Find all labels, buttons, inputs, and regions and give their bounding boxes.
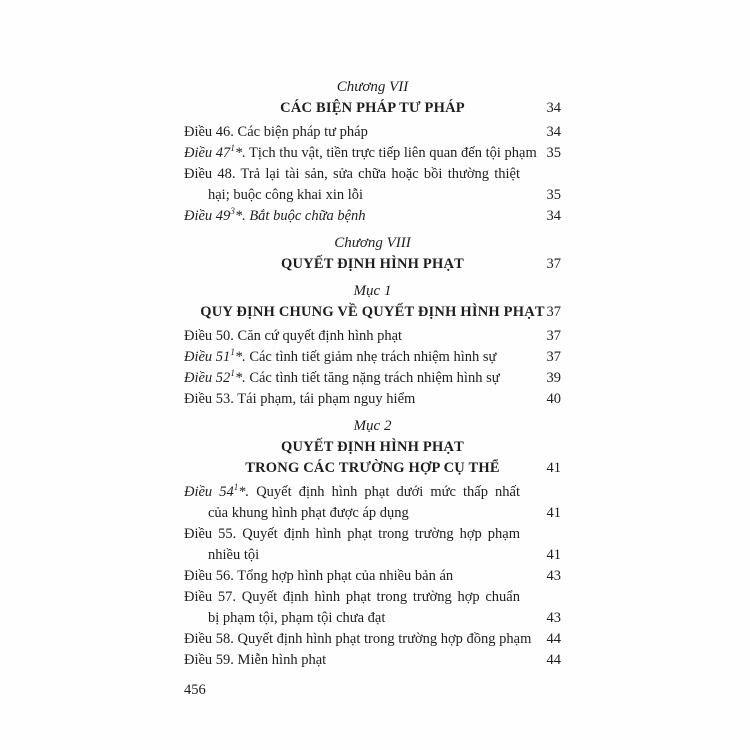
toc-chapter-label (184, 233, 561, 254)
toc-entry (184, 524, 561, 545)
toc-entry (184, 326, 561, 347)
toc-chapter-label (184, 281, 561, 302)
toc-row-text: Chương VII (336, 79, 409, 95)
toc-page-number: 44 (546, 631, 561, 647)
toc-page-number: 34 (546, 100, 561, 116)
toc-row-text: QUYẾT ĐỊNH HÌNH PHẠT (281, 256, 464, 272)
toc-row-text: TRONG CÁC TRƯỜNG HỢP CỤ THỂ (245, 460, 500, 476)
toc-row-text: nhiều tội (208, 547, 260, 563)
toc-row-text: Điều 53. Tái phạm, tái phạm nguy hiểm (184, 391, 416, 407)
toc-row-text: Điều $51^1*$. Các tình tiết giảm nhẹ trách nhiệm hình sự (184, 347, 497, 365)
toc-row-text: Mục 1 (353, 283, 392, 299)
toc-entry (184, 206, 561, 227)
toc-article-label: Điều $49^3*$. (184, 206, 246, 224)
toc-row-text: CÁC BIỆN PHÁP TƯ PHÁP (280, 100, 465, 116)
toc-article-label: Điều $47^1*$. (184, 143, 246, 161)
toc-page-number: 44 (546, 652, 561, 668)
toc-row-text: Chương VIII (334, 235, 411, 251)
footnote-superscript: 1 (233, 482, 239, 493)
toc-row-text: Điều 59. Miễn hình phạt (184, 652, 327, 668)
toc-entry (184, 503, 561, 524)
toc-entry (184, 566, 561, 587)
toc-page-number: 34 (546, 208, 561, 224)
footnote-superscript: 3 (230, 206, 235, 217)
toc-row-text: Điều 56. Tổng hợp hình phạt của nhiều bản án (184, 568, 454, 584)
toc-entry (184, 122, 561, 143)
toc-page-number: 41 (546, 505, 561, 521)
toc-section-heading (184, 98, 561, 119)
toc-row-text: Điều $54^1*$. Quyết định hình phạt dưới mức thấp nhất (184, 482, 521, 500)
toc-entry (184, 482, 561, 503)
toc-section-heading (184, 458, 561, 479)
toc-row-text: Điều 48. Trả lại tài sản, sửa chữa hoặc bồi thường thiệt (184, 166, 520, 182)
footnote-superscript: 1 (230, 368, 235, 379)
toc-row-text: Điều $47^1*$. Tịch thu vật, tiền trực tiếp liên quan đến tội phạm (184, 143, 537, 161)
toc-row-text: của khung hình phạt được áp dụng (208, 505, 409, 521)
toc-article-label: Điều $51^1*$. (184, 347, 246, 365)
toc-entry (184, 608, 561, 629)
toc-page-number: 40 (546, 391, 561, 407)
toc-page-number: 37 (546, 349, 561, 365)
toc-entry (184, 347, 561, 368)
footnote-superscript: 1 (230, 143, 235, 154)
toc-page-number: 35 (546, 187, 561, 203)
toc-page-number: 43 (546, 568, 561, 584)
toc-page-number: 35 (546, 145, 561, 161)
toc-row-text: QUY ĐỊNH CHUNG VỀ QUYẾT ĐỊNH HÌNH PHẠT (200, 304, 545, 320)
toc-chapter-label (184, 77, 561, 98)
toc-row-text: Điều 58. Quyết định hình phạt trong trường hợp đồng phạm (184, 631, 532, 647)
toc-chapter-label (184, 416, 561, 437)
toc-row-text: Mục 2 (353, 418, 392, 434)
toc-section-heading (184, 302, 561, 323)
toc-entry (184, 143, 561, 164)
toc-section-heading (184, 437, 561, 458)
toc-entry (184, 389, 561, 410)
toc-entry (184, 185, 561, 206)
toc-page-number: 41 (546, 547, 561, 563)
toc-entry (184, 545, 561, 566)
toc-page-number: 41 (546, 460, 561, 476)
toc-row-text: Điều 50. Căn cứ quyết định hình phạt (184, 328, 403, 344)
toc-page-number: 39 (546, 370, 561, 386)
toc-entry (184, 629, 561, 650)
toc-section-heading (184, 254, 561, 275)
toc-page-number: 37 (546, 304, 561, 320)
toc-row-text: Điều 46. Các biện pháp tư pháp (184, 124, 368, 140)
toc-article-label: Điều $52^1*$. (184, 368, 246, 386)
toc-row-text: Điều $49^3*$. Bắt buộc chữa bệnh (184, 206, 366, 224)
toc-entry (184, 650, 561, 671)
toc-page-number: 34 (546, 124, 561, 140)
toc-page-number: 37 (546, 328, 561, 344)
folio-page-number: 456 (184, 682, 206, 698)
toc-row-text: Điều $52^1*$. Các tình tiết tăng nặng trách nhiệm hình sự (184, 368, 500, 386)
toc-row-text: hại; buộc công khai xin lỗi (208, 187, 364, 203)
toc-row-text: Điều 57. Quyết định hình phạt trong trường hợp chuẩn (184, 589, 520, 605)
footnote-superscript: 1 (230, 347, 235, 358)
toc-entry (184, 164, 561, 185)
toc-article-label: Điều $54^1*$. (184, 482, 250, 500)
table-of-contents (184, 77, 561, 671)
toc-page-number: 43 (546, 610, 561, 626)
toc-row-text: Điều 55. Quyết định hình phạt trong trường hợp phạm (184, 526, 520, 542)
toc-row-text: bị phạm tội, phạm tội chưa đạt (208, 610, 386, 626)
toc-entry (184, 368, 561, 389)
toc-entry (184, 587, 561, 608)
toc-page-number: 37 (546, 256, 561, 272)
toc-row-text: QUYẾT ĐỊNH HÌNH PHẠT (281, 439, 464, 455)
